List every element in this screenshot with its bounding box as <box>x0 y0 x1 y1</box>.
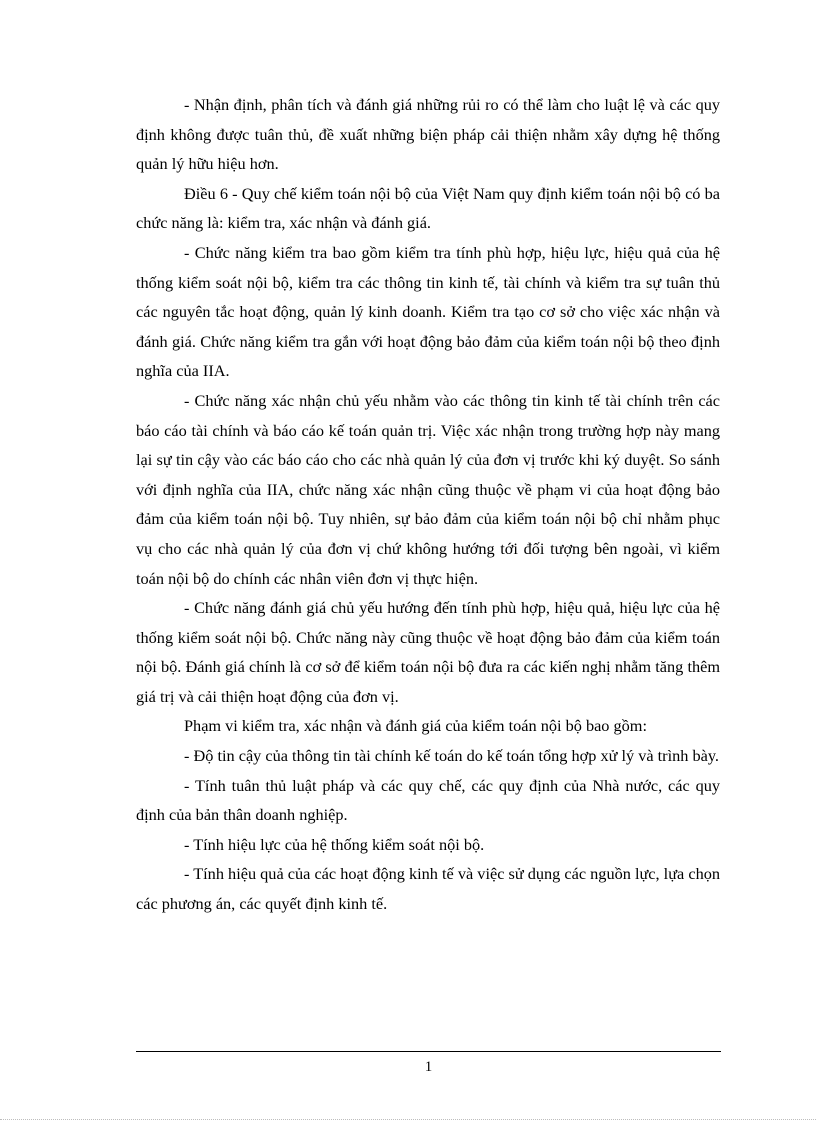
paragraph: Phạm vi kiểm tra, xác nhận và đánh giá của kiểm toán nội bộ bao gồm: <box>184 716 647 736</box>
paragraph: - Chức năng kiểm tra bao gồm kiểm tra tính phù hợp, hiệu lực, hiệu quả của hệ thống kiểm soát nội bộ, kiểm tra các thông tin kinh tế, tài chính và kiểm tra sự tuân thủ các nguyên tắc hoạt động, quản lý kinh doanh. Kiểm tra tạo cơ sở cho việc xác nhận và đánh giá. Chức năng kiểm tra gắn với hoạt động bảo đảm của kiểm toán nội bộ theo định nghĩa của IIA. <box>136 242 720 381</box>
paragraph: - Tính hiệu lực của hệ thống kiểm soát nội bộ. <box>184 834 485 854</box>
page-edge-divider <box>0 1119 816 1120</box>
paragraph: - Tính hiệu quả của các hoạt động kinh tế và việc sử dụng các nguồn lực, lựa chọn các phương án, các quyết định kinh tế. <box>136 864 720 914</box>
paragraph: - Độ tin cậy của thông tin tài chính kế toán do kế toán tổng hợp xử lý và trình bày. <box>184 746 719 766</box>
document-body <box>136 90 720 919</box>
paragraph: - Nhận định, phân tích và đánh giá những rủi ro có thể làm cho luật lệ và các quy định không được tuân thủ, đề xuất những biện pháp cải thiện nhằm xây dựng hệ thống quản lý hữu hiệu hơn. <box>136 95 720 174</box>
page-number: 1 <box>424 1059 433 1075</box>
footer-divider <box>136 1051 721 1052</box>
paragraph: - Chức năng xác nhận chủ yếu nhằm vào các thông tin kinh tế tài chính trên các báo cáo tài chính và báo cáo kế toán quản trị. Việc xác nhận trong trường hợp này mang lại sự tin cậy vào các báo cáo cho các nhà quản lý của đơn vị trước khi ký duyệt. So sánh với định nghĩa của IIA, chức năng xác nhận cũng thuộc về phạm vi của hoạt động bảo đảm của kiểm toán nội bộ. Tuy nhiên, sự bảo đảm của kiểm toán nội bộ chỉ nhằm phục vụ cho các nhà quản lý của đơn vị chứ không hướng tới đối tượng bên ngoài, vì kiểm toán nội bộ do chính các nhân viên đơn vị thực hiện. <box>136 390 720 588</box>
paragraph: - Tính tuân thủ luật pháp và các quy chế, các quy định của Nhà nước, các quy định của bản thân doanh nghiệp. <box>136 775 720 825</box>
paragraph: Điều 6 - Quy chế kiểm toán nội bộ của Việt Nam quy định kiểm toán nội bộ có ba chức năng là: kiểm tra, xác nhận và đánh giá. <box>136 183 720 233</box>
paragraph: - Chức năng đánh giá chủ yếu hướng đến tính phù hợp, hiệu quả, hiệu lực của hệ thống kiểm soát nội bộ. Chức năng này cũng thuộc về hoạt động bảo đảm của kiểm toán nội bộ. Đánh giá chính là cơ sở để kiểm toán nội bộ đưa ra các kiến nghị nhằm tăng thêm giá trị và cải thiện hoạt động của đơn vị. <box>136 598 720 706</box>
